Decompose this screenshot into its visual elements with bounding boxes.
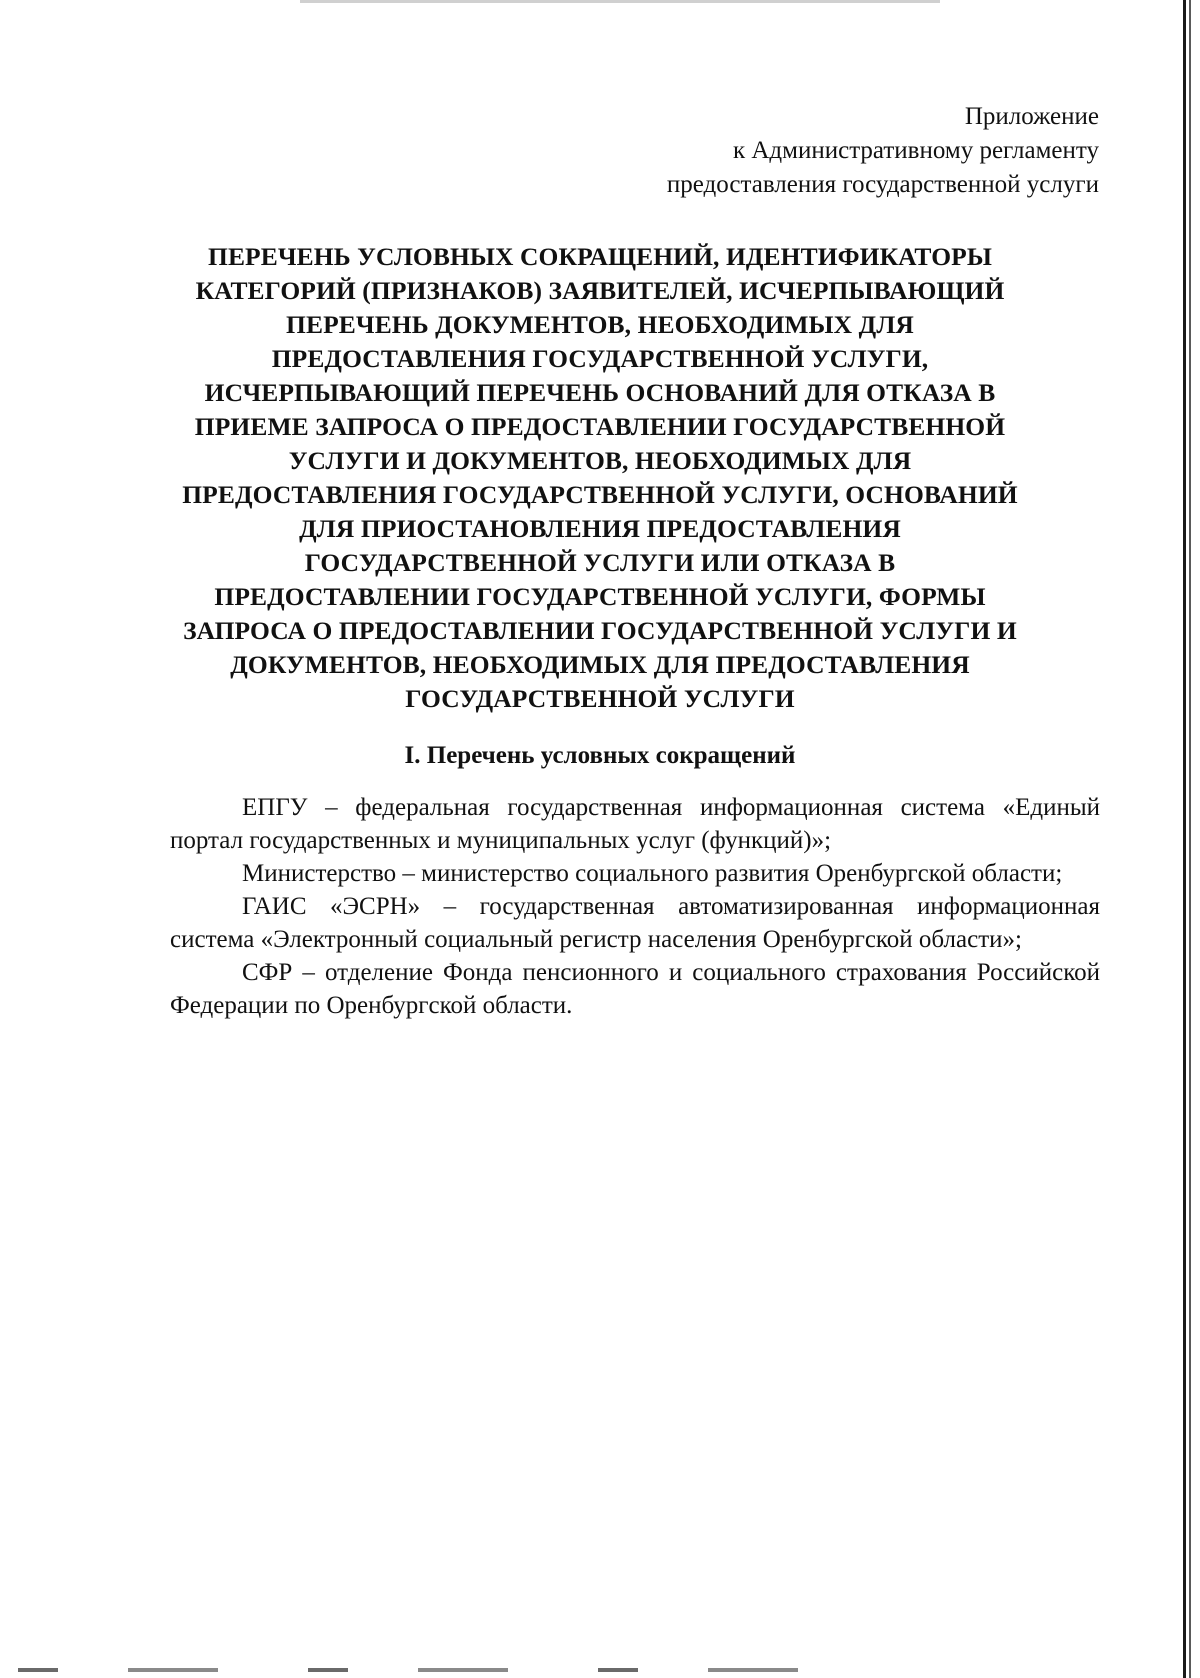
title-line: ГОСУДАРСТВЕННОЙ УСЛУГИ: [405, 684, 795, 713]
title-line: ИСЧЕРПЫВАЮЩИЙ ПЕРЕЧЕНЬ ОСНОВАНИЙ ДЛЯ ОТКАЗА В: [204, 378, 996, 407]
abbreviation-paragraph: ЕПГУ – федеральная государственная информационная система «Единый портал государственных и муниципальных услуг (функций)»;: [170, 794, 1100, 854]
document-title: [140, 240, 1060, 716]
annex-header: [499, 100, 1099, 202]
title-line: КАТЕГОРИЙ (ПРИЗНАКОВ) ЗАЯВИТЕЛЕЙ, ИСЧЕРПЫВАЮЩИЙ: [195, 276, 1005, 305]
title-line: ДЛЯ ПРИОСТАНОВЛЕНИЯ ПРЕДОСТАВЛЕНИЯ: [299, 514, 901, 543]
annex-line: к Административному регламенту: [732, 137, 1099, 164]
abbreviation-paragraph: Министерство – министерство социального развития Оренбургской области;: [242, 860, 1063, 887]
title-line: ПРЕДОСТАВЛЕНИЯ ГОСУДАРСТВЕННОЙ УСЛУГИ,: [271, 344, 929, 373]
title-line: ПЕРЕЧЕНЬ УСЛОВНЫХ СОКРАЩЕНИЙ, ИДЕНТИФИКАТОРЫ: [208, 242, 992, 271]
scan-artifact-right-edge-inner: [1189, 0, 1191, 1678]
annex-line: предоставления государственной услуги: [666, 171, 1099, 198]
abbreviation-paragraph: ГАИС «ЭСРН» – государственная автоматизированная информационная система «Электронный социальный регистр населения Оренбургской области»;: [170, 893, 1100, 953]
abbreviation-paragraph: СФР – отделение Фонда пенсионного и социального страхования Российской Федерации по Оренбургской области.: [170, 959, 1100, 1019]
section-heading: I. Перечень условных сокращений: [404, 742, 796, 769]
section-body: [170, 791, 1100, 1022]
annex-line: Приложение: [964, 103, 1099, 130]
scan-artifact-top: [300, 0, 940, 3]
title-line: ПРЕДОСТАВЛЕНИИ ГОСУДАРСТВЕННОЙ УСЛУГИ, ФОРМЫ: [214, 582, 986, 611]
scan-artifact-bottom: [18, 1668, 878, 1672]
title-line: ПЕРЕЧЕНЬ ДОКУМЕНТОВ, НЕОБХОДИМЫХ ДЛЯ: [286, 310, 914, 339]
title-line: ЗАПРОСА О ПРЕДОСТАВЛЕНИИ ГОСУДАРСТВЕННОЙ УСЛУГИ И: [183, 616, 1017, 645]
title-line: УСЛУГИ И ДОКУМЕНТОВ, НЕОБХОДИМЫХ ДЛЯ: [288, 446, 912, 475]
title-line: ПРИЕМЕ ЗАПРОСА О ПРЕДОСТАВЛЕНИИ ГОСУДАРСТВЕННОЙ: [194, 412, 1006, 441]
title-line: ДОКУМЕНТОВ, НЕОБХОДИМЫХ ДЛЯ ПРЕДОСТАВЛЕНИЯ: [230, 650, 970, 679]
title-line: ГОСУДАРСТВЕННОЙ УСЛУГИ ИЛИ ОТКАЗА В: [304, 548, 896, 577]
scan-artifact-right-edge: [1183, 0, 1186, 1678]
title-line: ПРЕДОСТАВЛЕНИЯ ГОСУДАРСТВЕННОЙ УСЛУГИ, ОСНОВАНИЙ: [182, 480, 1018, 509]
